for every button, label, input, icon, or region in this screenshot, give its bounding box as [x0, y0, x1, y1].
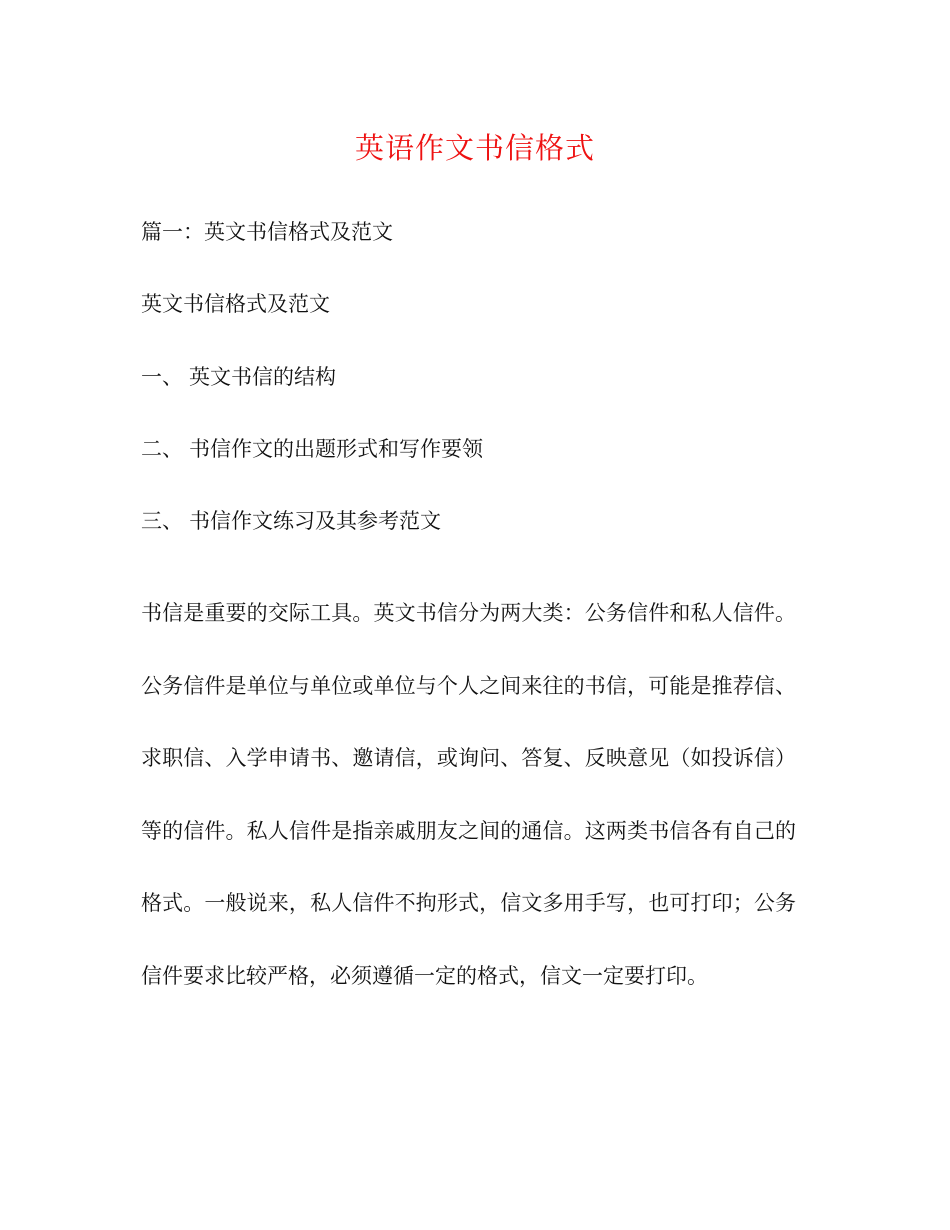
body-paragraph: 书信是重要的交际工具。英文书信分为两大类：公务信件和私人信件。公务信件是单位与单位或单位与个人之间来往的书信，可能是推荐信、求职信、入学申请书、邀请信，或询问、答复、反映意见（如投诉信）等的信件。私人信件是指亲戚朋友之间的通信。这两类书信各有自己的格式。一般说来，私人信件不拘形式，信文多用手写，也可打印；公务信件要求比较严格，必须遵循一定的格式，信文一定要打印。 — [141, 601, 796, 988]
outline-text: 书信作文的出题形式和写作要领 — [189, 437, 483, 461]
outline-number: 一、 — [141, 365, 183, 389]
subheading: 英文书信格式及范文 — [141, 292, 330, 316]
outline-number: 二、 — [141, 437, 183, 461]
section-heading: 篇一：英文书信格式及范文 — [141, 220, 393, 244]
document-title: 英语作文书信格式 — [354, 131, 595, 165]
outline-number: 三、 — [141, 509, 183, 533]
outline-item-2 — [141, 434, 483, 464]
outline-item-1 — [141, 362, 336, 392]
outline-item-3 — [141, 506, 441, 536]
outline-text: 书信作文练习及其参考范文 — [189, 509, 441, 533]
outline-text: 英文书信的结构 — [189, 365, 336, 389]
